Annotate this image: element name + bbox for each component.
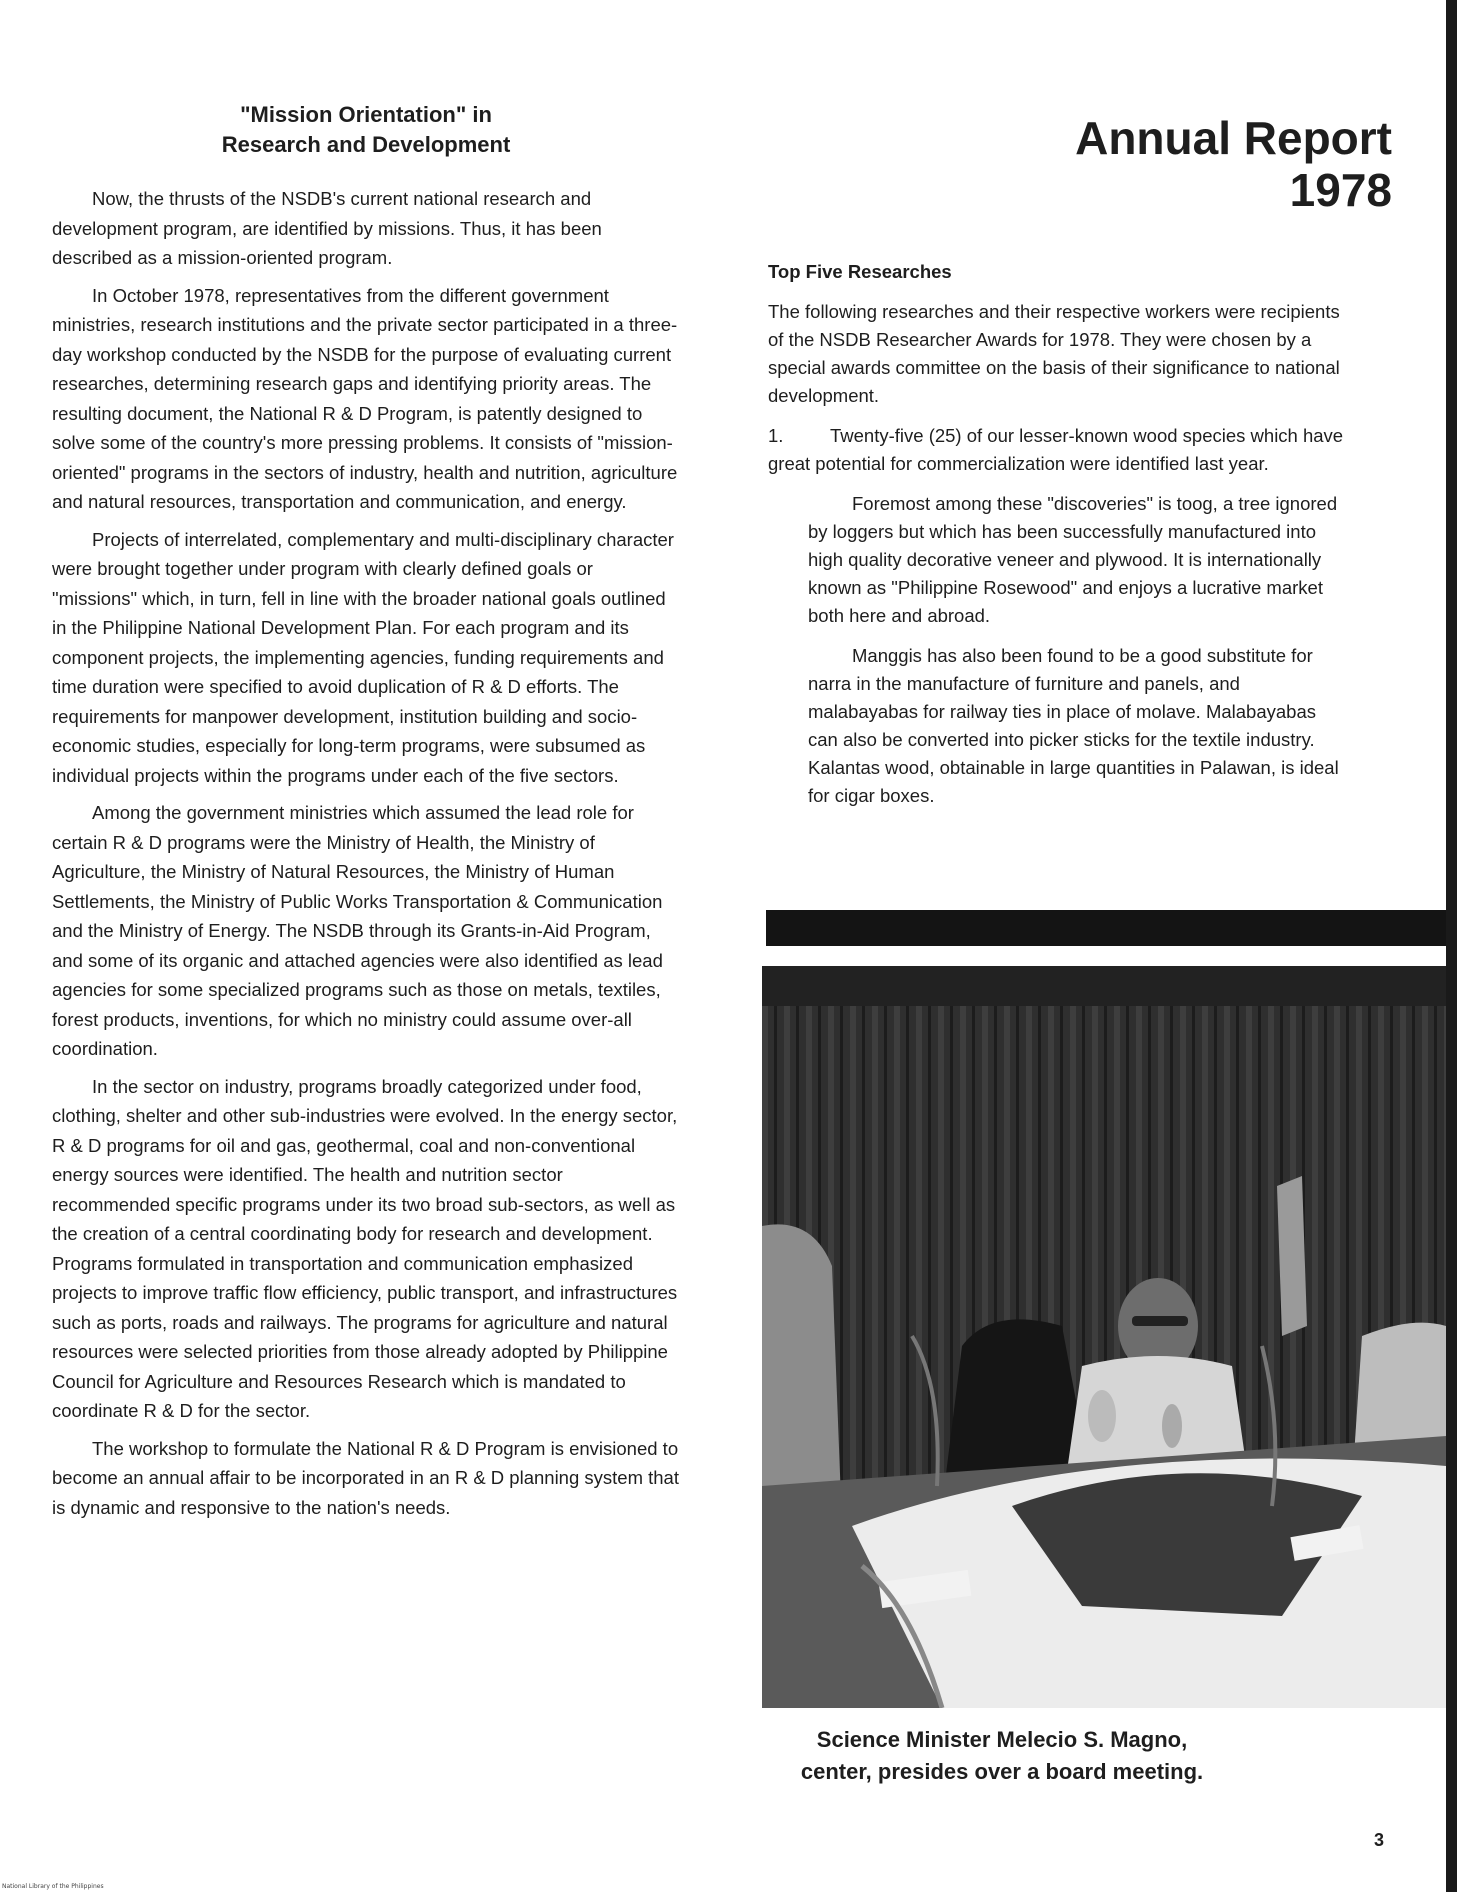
section-title <box>52 100 680 160</box>
body-paragraph: Now, the thrusts of the NSDB's current national research and development program, are identified by missions. Thus, it has been described as a mission-oriented program. <box>52 188 602 268</box>
report-title-year: 1978 <box>1289 164 1392 216</box>
photo-caption-line-1: Science Minister Melecio S. Magno, <box>816 1727 1188 1752</box>
page-right-edge <box>1446 0 1457 1892</box>
body-paragraph: In the sector on industry, programs broadly categorized under food, clothing, shelter and other sub-industries were evolved. In the energy sector, R & D programs for oil and gas, geothermal, coal and non-conventional energy sources were identified. The health and nutrition sector recommended specific programs under its two broad sub-sectors, as well as the creation of a central coordinating body for research and development. Programs formulated in transportation and communication emphasized projects to improve traffic flow efficiency, public transport, and infrastructures such as ports, roads and railways. The programs for agriculture and natural resources were selected priorities from those already adopted by Philippine Council for Agriculture and Resources Research which is mandated to coordinate R & D for the sector. <box>52 1075 678 1421</box>
body-paragraph: Projects of interrelated, complementary and multi-disciplinary character were brought together under program with clearly defined goals or "missions" which, in turn, fell in line with the broader national goals outlined in the Philippine National Development Plan. For each program and its component projects, the implementing agencies, funding requirements and time duration were specified to avoid duplication of R & D efforts. The requirements for manpower development, institution building and socio-economic studies, especially for long-term programs, were subsumed as individual projects within the programs under each of the five sectors. <box>52 528 674 786</box>
top-five-heading: Top Five Researches <box>768 261 952 282</box>
right-column <box>768 258 1348 822</box>
report-title <box>960 112 1392 216</box>
body-paragraph: Among the government ministries which assumed the lead role for certain R & D programs were the Ministry of Health, the Ministry of Agriculture, the Ministry of Natural Resources, the Ministry of Human Settlements, the Ministry of Public Works Transportation & Communication and the Ministry of Energy. The NSDB through its Grants-in-Aid Program, and some of its organic and attached agencies were also identified as lead agencies for some specialized programs such as those on metals, textiles, forest products, inventions, for which no ministry could assume over-all coordination. <box>52 802 663 1059</box>
detail-paragraph: Manggis has also been found to be a good substitute for narra in the manufacture of furniture and panels, and malabayabas for railway ties in place of molave. Malabayabas can also be converted into picker sticks for the textile industry. Kalantas wood, obtainable in large quantities in Palawan, is ideal for cigar boxes. <box>808 645 1339 806</box>
list-item <box>768 422 1348 478</box>
list-item-number: 1. <box>768 425 784 446</box>
footer-credit: National Library of the Philippines <box>2 1883 104 1890</box>
detail-paragraph: Foremost among these "discoveries" is toog, a tree ignored by loggers but which has been successfully manufactured into high quality decorative veneer and plywood. It is internationally known as "Philippine Rosewood" and enjoys a lucrative market both here and abroad. <box>808 493 1338 626</box>
section-title-line-1: "Mission Orientation" in <box>240 102 492 127</box>
board-meeting-photo <box>762 966 1446 1708</box>
body-paragraph: The workshop to formulate the National R & D Program is envisioned to become an annual affair to be incorporated in an R & D planning system that is dynamic and responsive to the nation's needs. <box>52 1437 679 1518</box>
intro-paragraph: The following researches and their respective workers were recipients of the NSDB Researcher Awards for 1978. They were chosen by a special awards committee on the basis of their significance to national development. <box>768 301 1340 406</box>
report-title-line-1: Annual Report <box>1075 112 1392 164</box>
board-meeting-photo-graphic <box>762 966 1446 1708</box>
photo-caption-line-2: center, presides over a board meeting. <box>800 1759 1204 1784</box>
photo-caption <box>762 1724 1242 1788</box>
body-paragraph: In October 1978, representatives from the different government ministries, research institutions and the private sector participated in a three-day workshop conducted by the NSDB for the purpose of evaluating current researches, determining research gaps and identifying priority areas. The resulting document, the National R & D Program, is patently designed to solve some of the country's more pressing problems. It consists of "mission-oriented" programs in the sectors of industry, health and nutrition, agriculture and natural resources, transportation and communication, and energy. <box>52 284 678 512</box>
black-divider-band <box>766 910 1446 946</box>
page-number: 3 <box>1373 1830 1384 1850</box>
section-title-line-2: Research and Development <box>221 132 511 157</box>
left-column <box>52 100 680 1530</box>
list-item-text: Twenty-five (25) of our lesser-known wood species which have great potential for commercialization were identified last year. <box>768 425 1344 474</box>
